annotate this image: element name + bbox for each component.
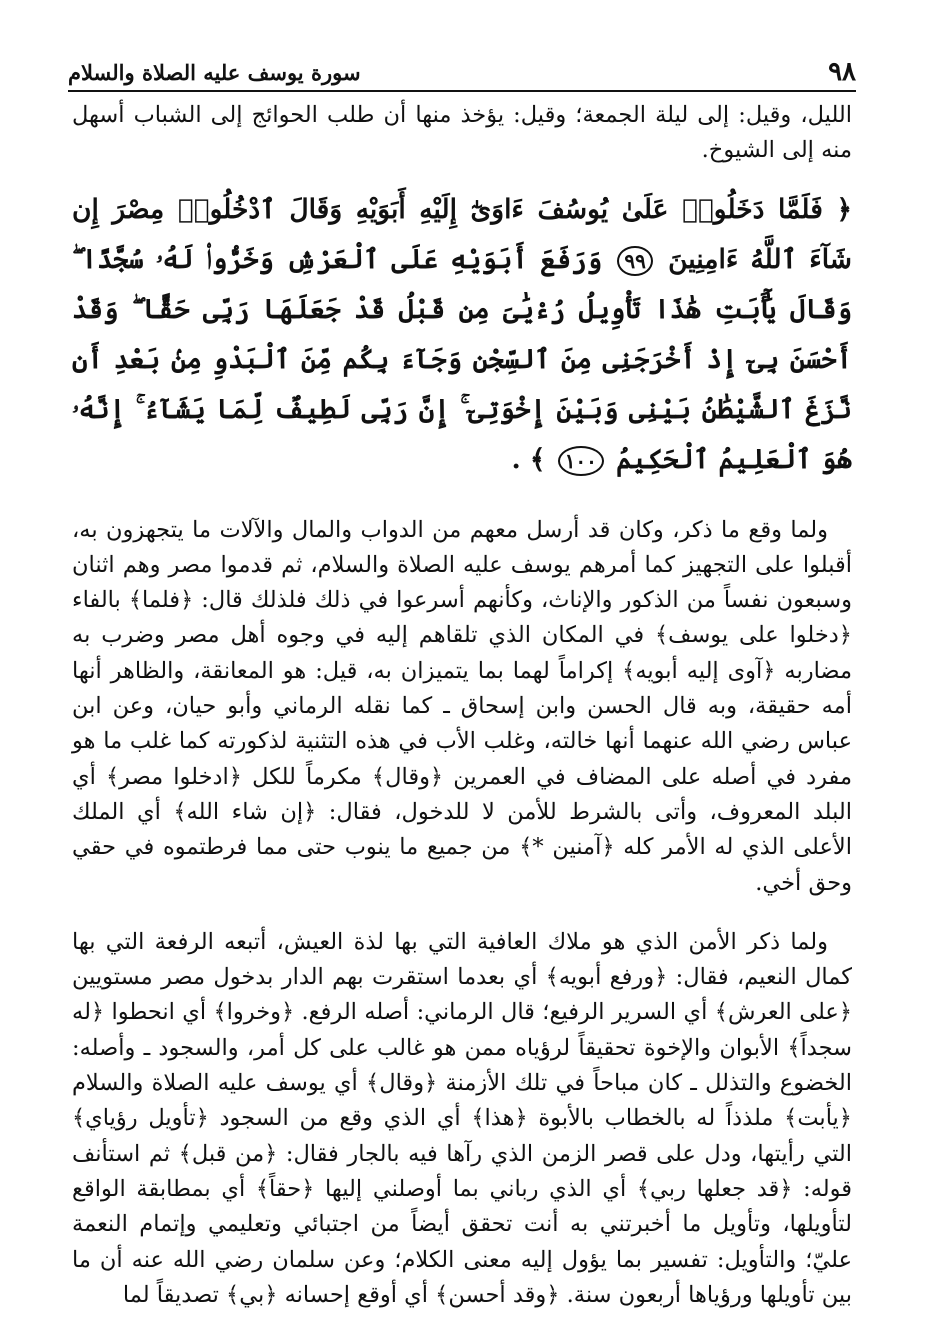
verse-close-bracket: ﴾ . (511, 443, 546, 475)
verse-number-99: ٩٩ (617, 246, 652, 276)
commentary-paragraph-1: ولما وقع ما ذكر، وكان قد أرسل معهم من الدواب والمال والآلات ما يتجهزون به، أقبلوا على التجهيز كما أمرهم يوسف عليه الصلاة والسلام، ثم قدموا مصر وهم اثنان وسبعون نفساً من الذكور والإناث، وكأنهم أسرعوا في ذلك فلذلك قال: ﴿فلما﴾ بالفاء ﴿دخلوا على يوسف﴾ في المكان الذي تلقاهم إليه في وجوه أهل مصر وضرب به مضاربه ﴿آوى إليه أبويه﴾ إكراماً لهما بما يتميزان به، قيل: هو المعانقة، والظاهر أنها أمه حقيقة، وبه قال الحسن وابن إسحاق ـ كما نقله الرماني وأبو حيان، وعن ابن عباس رضي الله عنهما أنها خالته، وغلب الأب في هذه التثنية لذكورته كما غلب ما هو مفرد في أصله على المضاف في العمرين ﴿وقال﴾ مكرماً للكل ﴿ادخلوا مصر﴾ أي البلد المعروف، وأتى بالشرط للأمن لا للدخول، فقال: ﴿إن شاء الله﴾ أي الملك الأعلى الذي له الأمر كله ﴿آمنين *﴾ من جميع ما ينوب حتى مما فرطتموه في حقي وحق أخي. (72, 516, 852, 896)
verse-number-100: ١٠٠ (558, 446, 604, 476)
page-number: ٩٨ (828, 57, 856, 87)
quran-verse-block (72, 185, 852, 485)
verse-100-text: وَرَفَعَ أَبَوَيْهِ عَلَى ٱلْعَرْشِ وَخَرُّوا۟ لَهُۥ سُجَّدًا ۖ وَقَالَ يَٰٓأَبَتِ هَٰذَا تَأْوِيلُ رُءْيَٰىَ مِن قَبْلُ قَدْ جَعَلَهَا رَبِّى حَقًّا ۖ وَقَدْ أَحْسَنَ بِىٓ إِذْ أَخْرَجَنِى مِنَ ٱلسِّجْنِ وَجَآءَ بِكُم مِّنَ ٱلْبَدْوِ مِنۢ بَعْدِ أَن نَّزَغَ ٱلشَّيْطَٰنُ بَيْنِى وَبَيْنَ إِخْوَتِىٓ ۚ إِنَّ رَبِّى لَطِيفٌ لِّمَا يَشَآءُ ۚ إِنَّهُۥ هُوَ ٱلْعَلِيمُ ٱلْحَكِيمُ (72, 243, 852, 475)
verse-99-text: فَلَمَّا دَخَلُوا۟ عَلَىٰ يُوسُفَ ءَاوَىٰٓ إِلَيْهِ أَبَوَيْهِ وَقَالَ ٱدْخُلُوا۟ مِصْرَ إِن شَآءَ ٱللَّهُ ءَامِنِينَ (72, 193, 852, 275)
page-body (72, 98, 852, 1313)
paragraph-continuation: الليل، وقيل: إلى ليلة الجمعة؛ وقيل: يؤخذ منها أن طلب الحوائج إلى الشباب أسهل منه إلى الشيوخ. (72, 102, 852, 164)
surah-title: سورة يوسف عليه الصلاة والسلام (68, 59, 361, 85)
commentary-paragraph-2: ولما ذكر الأمن الذي هو ملاك العافية التي بها لذة العيش، أتبعه الرفعة التي بها كمال النعيم، فقال: ﴿ورفع أبويه﴾ أي بعدما استقرت بهم الدار بدخول مصر مستويين ﴿على العرش﴾ أي السرير الرفيع؛ قال الرماني: أصله الرفع. ﴿وخروا﴾ أي انحطوا ﴿له سجداً﴾ الأبوان والإخوة تحقيقاً لرؤياه ممن هو غالب على كل أمر، والسجود ـ وأصله: الخضوع والتذلل ـ كان مباحاً في تلك الأزمنة ﴿وقال﴾ أي يوسف عليه الصلاة والسلام ﴿يأبت﴾ ملذذاً له بالخطاب بالأبوة ﴿هذا﴾ أي الذي وقع من السجود ﴿تأويل رؤياي﴾ التي رأيتها، ودل على قصر الزمن الذي رآها فيه بالجار فقال: ﴿من قبل﴾ ثم استأنف قوله: ﴿قد جعلها ربي﴾ أي الذي رباني بما أوصلني إليها ﴿حقاً﴾ أي بمطابقة الواقع لتأويلها، وتأويل ما أخبرتني به أنت تحقق أيضاً من اجتبائي وتعليمي وإتمام النعمة عليّ؛ والتأويل: تفسير بما يؤول إليه معنى الكلام؛ وعن سلمان رضي الله عنه أن ما بين تأويلها ورؤياها أربعون سنة. ﴿وقد أحسن﴾ أي أوقع إحسانه ﴿بي﴾ تصديقاً لما (72, 928, 852, 1308)
page-header (68, 54, 856, 92)
verse-open-bracket: ﴿ (836, 193, 852, 225)
